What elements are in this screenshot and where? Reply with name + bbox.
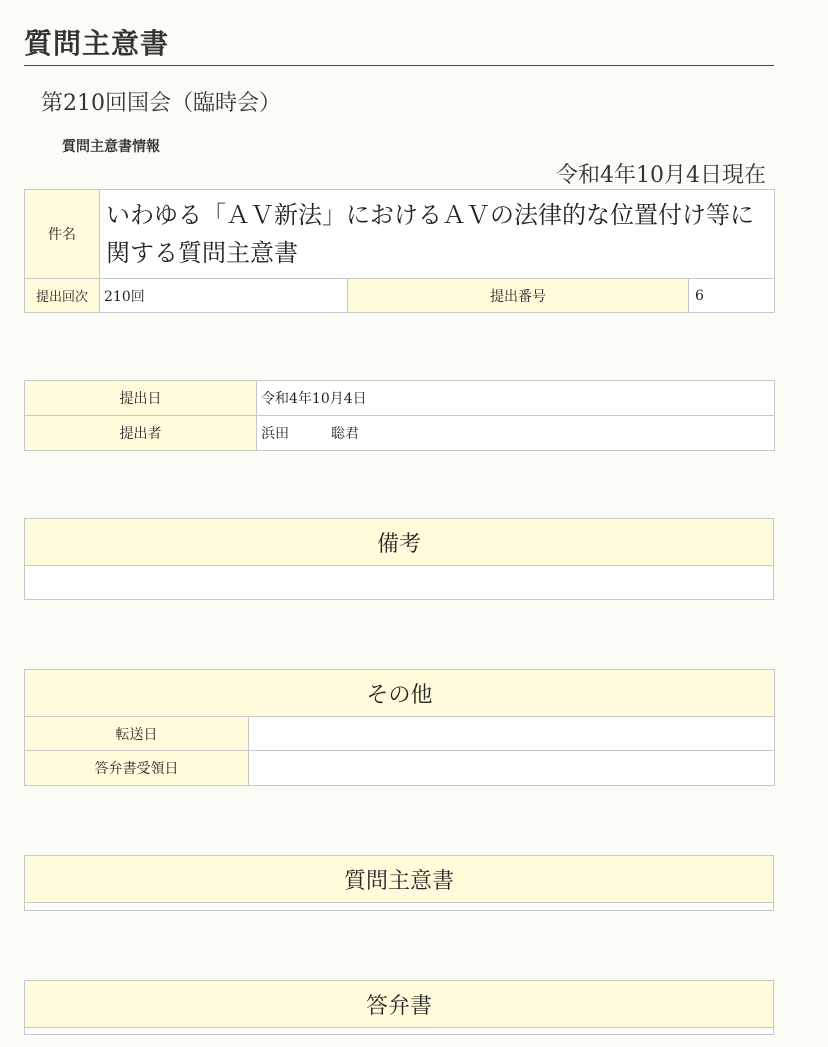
session-title: 第210回国会（臨時会） (41, 91, 281, 116)
transfer-date-label: 転送日 (25, 717, 249, 751)
other-title: その他 (25, 670, 775, 717)
answer-table (24, 980, 774, 1035)
info-heading: 質問主意書情報 (62, 139, 160, 155)
submission-table (24, 380, 775, 451)
answer-received-value (249, 751, 775, 786)
question-body (25, 903, 774, 911)
answer-body (25, 1028, 774, 1035)
answer-received-label: 答弁書受領日 (25, 751, 249, 786)
submitter-row (25, 416, 775, 451)
as-of-date: 令和4年10月4日現在 (556, 163, 766, 188)
answer-received-row (25, 751, 775, 786)
subject-label: 件名 (25, 190, 100, 279)
date-row (25, 381, 775, 416)
session-number-row (25, 279, 775, 313)
question-title: 質問主意書 (25, 856, 774, 903)
remarks-title: 備考 (25, 519, 774, 566)
question-table (24, 855, 774, 911)
number-label: 提出番号 (348, 279, 689, 313)
session-value: 210回 (100, 279, 348, 313)
title-divider (24, 65, 774, 66)
date-value: 令和4年10月4日 (257, 381, 775, 416)
transfer-date-value (249, 717, 775, 751)
subject-value: いわゆる「ＡＶ新法」におけるＡＶの法律的な位置付け等に関する質問主意書 (100, 190, 775, 279)
session-label: 提出回次 (25, 279, 100, 313)
submitter-label: 提出者 (25, 416, 257, 451)
number-value: 6 (689, 279, 775, 313)
remarks-table (24, 518, 774, 600)
page-title: 質問主意書 (24, 27, 170, 60)
subject-row (25, 190, 775, 279)
other-table (24, 669, 775, 786)
submitter-value: 浜田 聡君 (257, 416, 775, 451)
answer-title: 答弁書 (25, 981, 774, 1028)
remarks-value (25, 566, 774, 600)
date-label: 提出日 (25, 381, 257, 416)
summary-table (24, 189, 775, 313)
transfer-date-row (25, 717, 775, 751)
